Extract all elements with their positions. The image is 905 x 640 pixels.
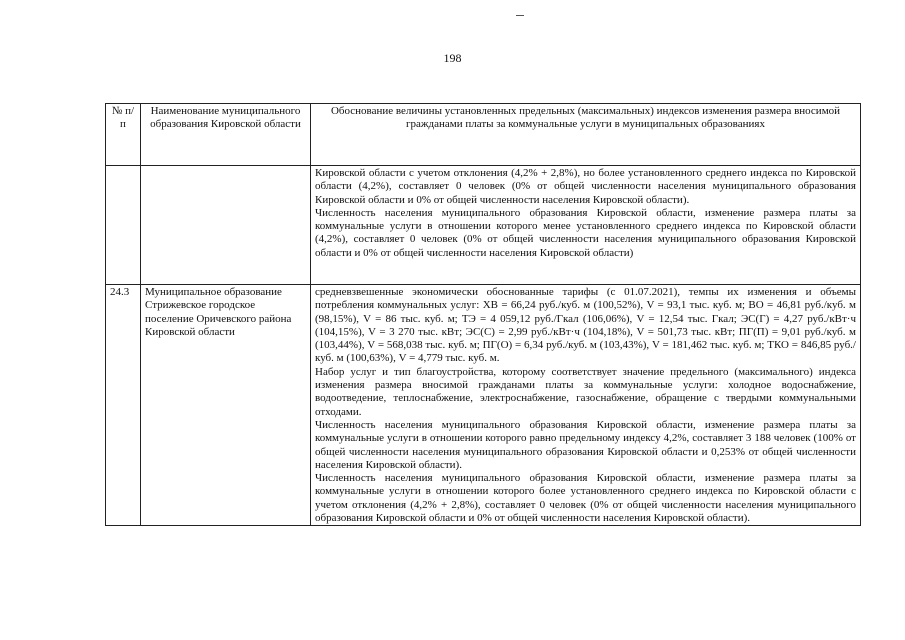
header-justification: Обоснование величины установленных предельных (максимальных) индексов изменения размера вносимой гражданами платы за коммунальные услуги в муниципальных образованиях bbox=[311, 104, 861, 166]
row-municipality-name bbox=[141, 166, 311, 285]
justification-paragraph: средневзвешенные экономически обоснованные тарифы (с 01.07.2021), темпы их изменения и объемы потребления коммунальных услуг: ХВ = 66,24 руб./куб. м (100,52%), V = 93,1 тыс. куб. м; ВО = 46,81 руб./куб. м (98,15%), V = 86 тыс. куб. м; ТЭ = 4 059,12 руб./Гкал (106,06%), V = 12,54 тыс. Гкал; ЭС(Г) = 4,27 руб./кВт·ч (104,15%), V = 3 270 тыс. кВт; ЭС(С) = 2,99 руб./кВт·ч (104,18%), V = 501,73 тыс. кВт; ПГ(П) = 9,01 руб./куб. м (103,44%), V = 568,038 тыс. куб. м; ПГ(О) = 6,34 руб./куб. м (103,43%), V = 181,462 тыс. куб. м; ТКО = 846,85 руб./куб. м (100,63%), V = 4,779 тыс. куб. м. bbox=[315, 286, 856, 365]
table-row bbox=[106, 166, 861, 285]
page-number: 198 bbox=[443, 51, 462, 65]
header-municipality-name: Наименование муниципального образования Кировской области bbox=[141, 104, 311, 166]
row-justification bbox=[311, 166, 861, 285]
table-header-row bbox=[106, 104, 861, 166]
indices-table bbox=[105, 103, 861, 526]
justification-paragraph: Кировской области с учетом отклонения (4,2% + 2,8%), но более установленного среднего индекса по Кировской области (4,2%), составляет 0 человек (0% от общей численности населения муниципального образования Кировской области и 0% от общей численности населения Кировской области). bbox=[315, 167, 856, 206]
table-row bbox=[106, 285, 861, 526]
justification-paragraph: Набор услуг и тип благоустройства, которому соответствует значение предельного (максимального) индекса изменения размера вносимой гражданами платы за коммунальные услуги: холодное водоснабжение, водоотведение, теплоснабжение, электроснабжение, газоснабжение, обращение с твердыми коммунальными отходами. bbox=[315, 365, 856, 418]
row-municipality-name: Муниципальное образование Стрижевское городское поселение Оричевского района Кировской области bbox=[141, 285, 311, 526]
row-justification bbox=[311, 285, 861, 526]
row-num bbox=[106, 166, 141, 285]
justification-paragraph: Численность населения муниципального образования Кировской области, изменение размера платы за коммунальные услуги в отношении которого равно предельному индексу 4,2%, составляет 3 188 человек (100% от общей численности населения муниципального образования Кировской области и 0,253% от общей численности населения Кировской области). bbox=[315, 418, 856, 471]
row-num: 24.3 bbox=[106, 285, 141, 526]
justification-paragraph: Численность населения муниципального образования Кировской области, изменение размера платы за коммунальные услуги в отношении которого менее установленного среднего индекса по Кировской области (4,2%), составляет 0 человек (0% от общей численности населения муниципального образования Кировской области и 0% от общей численности населения Кировской области) bbox=[315, 206, 856, 259]
header-num: № п/п bbox=[106, 104, 141, 166]
justification-paragraph: Численность населения муниципального образования Кировской области, изменение размера платы за коммунальные услуги в отношении которого более установленного среднего индекса по Кировской области с учетом отклонения (4,2% + 2,8%), составляет 0 человек (0% от общей численности населения муниципального образования Кировской области и 0% от общей численности населения Кировской области). bbox=[315, 472, 856, 525]
scan-mark bbox=[516, 15, 524, 16]
